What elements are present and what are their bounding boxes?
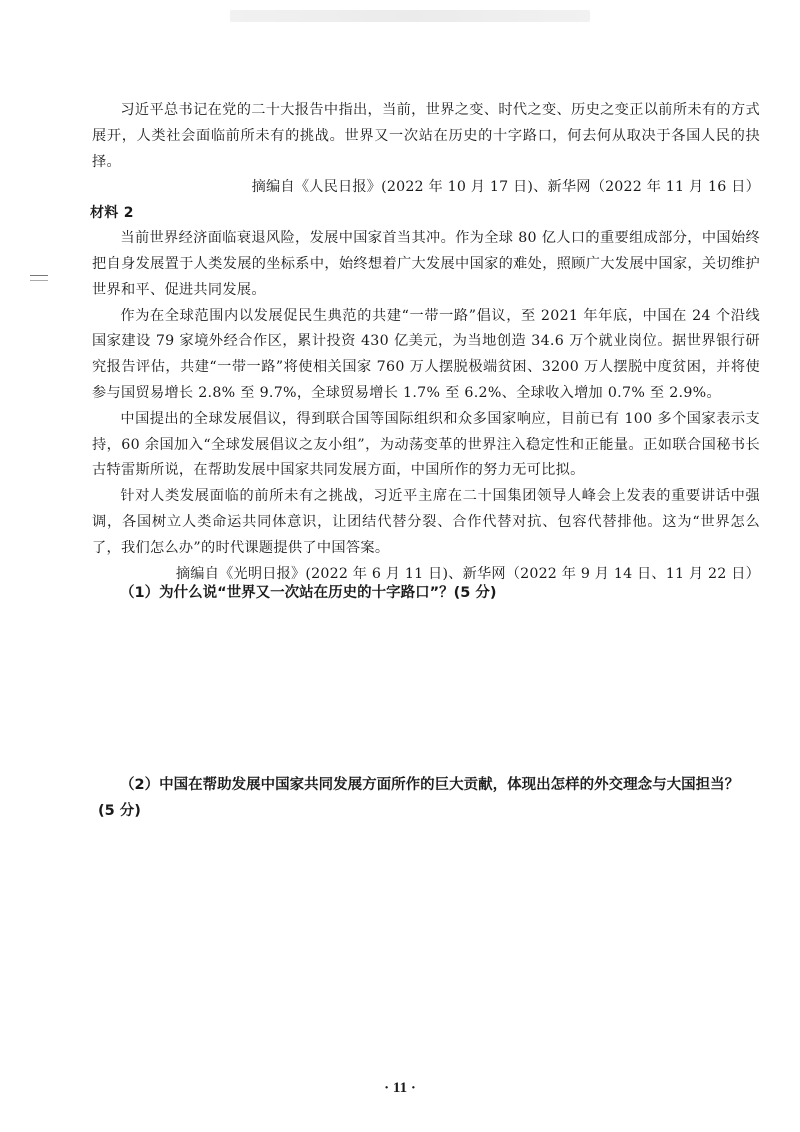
question-2: （2）中国在帮助发展中国家共同发展方面所作的巨大贡献，体现出怎样的外交理念与大国担当？ — [120, 777, 740, 793]
source-citation-1: 摘编自《人民日报》(2022 年 10 月 17 日)、新华网（2022 年 11 月 16 日） — [251, 179, 760, 196]
material-2-heading: 材料 2 — [90, 205, 134, 222]
paragraph-intro: 习近平总书记在党的二十大报告中指出，当前，世界之变、时代之变、历史之变正以前所未有的方式展开，人类社会面临前所未有的挑战。世界又一次站在历史的十字路口，何去何从取决于各国人民的抉择。 — [92, 102, 760, 170]
question-1: （1）为什么说“世界又一次站在历史的十字路口”？(5 分) — [120, 585, 497, 601]
paragraph-belt-road: 作为在全球范围内以发展促民生典范的共建“一带一路”倡议，至 2021 年年底，中国在 24 个沿线国家建设 79 家境外经合作区，累计投资 430 亿美元，为当地创造 34.6 万个就业岗位。据世界银行研究报告评估，共建“一带一路”将使相关国家 760 万人摆脱极端贫困、3200 万人摆脱中度贫困，并将使参与国贸易增长 2.8% 至 9.7%，全球贸易增长 1.7% 至 6.2%、全球收入增加 0.7% 至 2.9%。 — [92, 307, 760, 401]
source-citation-2: 摘编自《光明日报》(2022 年 6 月 11 日)、新华网（2022 年 9 月 14 日、11 月 22 日） — [175, 565, 760, 582]
material-text — [92, 98, 760, 587]
paragraph-g20-speech: 针对人类发展面临的前所未有之挑战，习近平主席在二十国集团领导人峰会上发表的重要讲话中强调，各国树立人类命运共同体意识，让团结代替分裂、合作代替对抗、包容代替排他。这为“世界怎么了，我们怎么办”的时代课题提供了中国答案。 — [92, 488, 760, 556]
paragraph-global-initiative: 中国提出的全球发展倡议，得到联合国等国际组织和众多国家响应，目前已有 100 多个国家表示支持，60 余国加入“全球发展倡议之友小组”，为动荡变革的世界注入稳定性和正能量。正如联合国秘书长古特雷斯所说，在帮助发展中国家共同发展方面，中国所作的努力无可比拟。 — [92, 410, 760, 479]
paragraph-economy: 当前世界经济面临衰退风险，发展中国家首当其冲。作为全球 80 亿人口的重要组成部分，中国始终把自身发展置于人类发展的坐标系中，始终想着广大发展中国家的难处，照顾广大发展中国家，关切维护世界和平、促进共同发展。 — [92, 230, 760, 298]
scan-mark — [30, 275, 48, 281]
question-2-points: (5 分) — [98, 803, 141, 819]
page-number: · 11 · — [384, 1080, 416, 1096]
header-watermark — [230, 10, 590, 22]
